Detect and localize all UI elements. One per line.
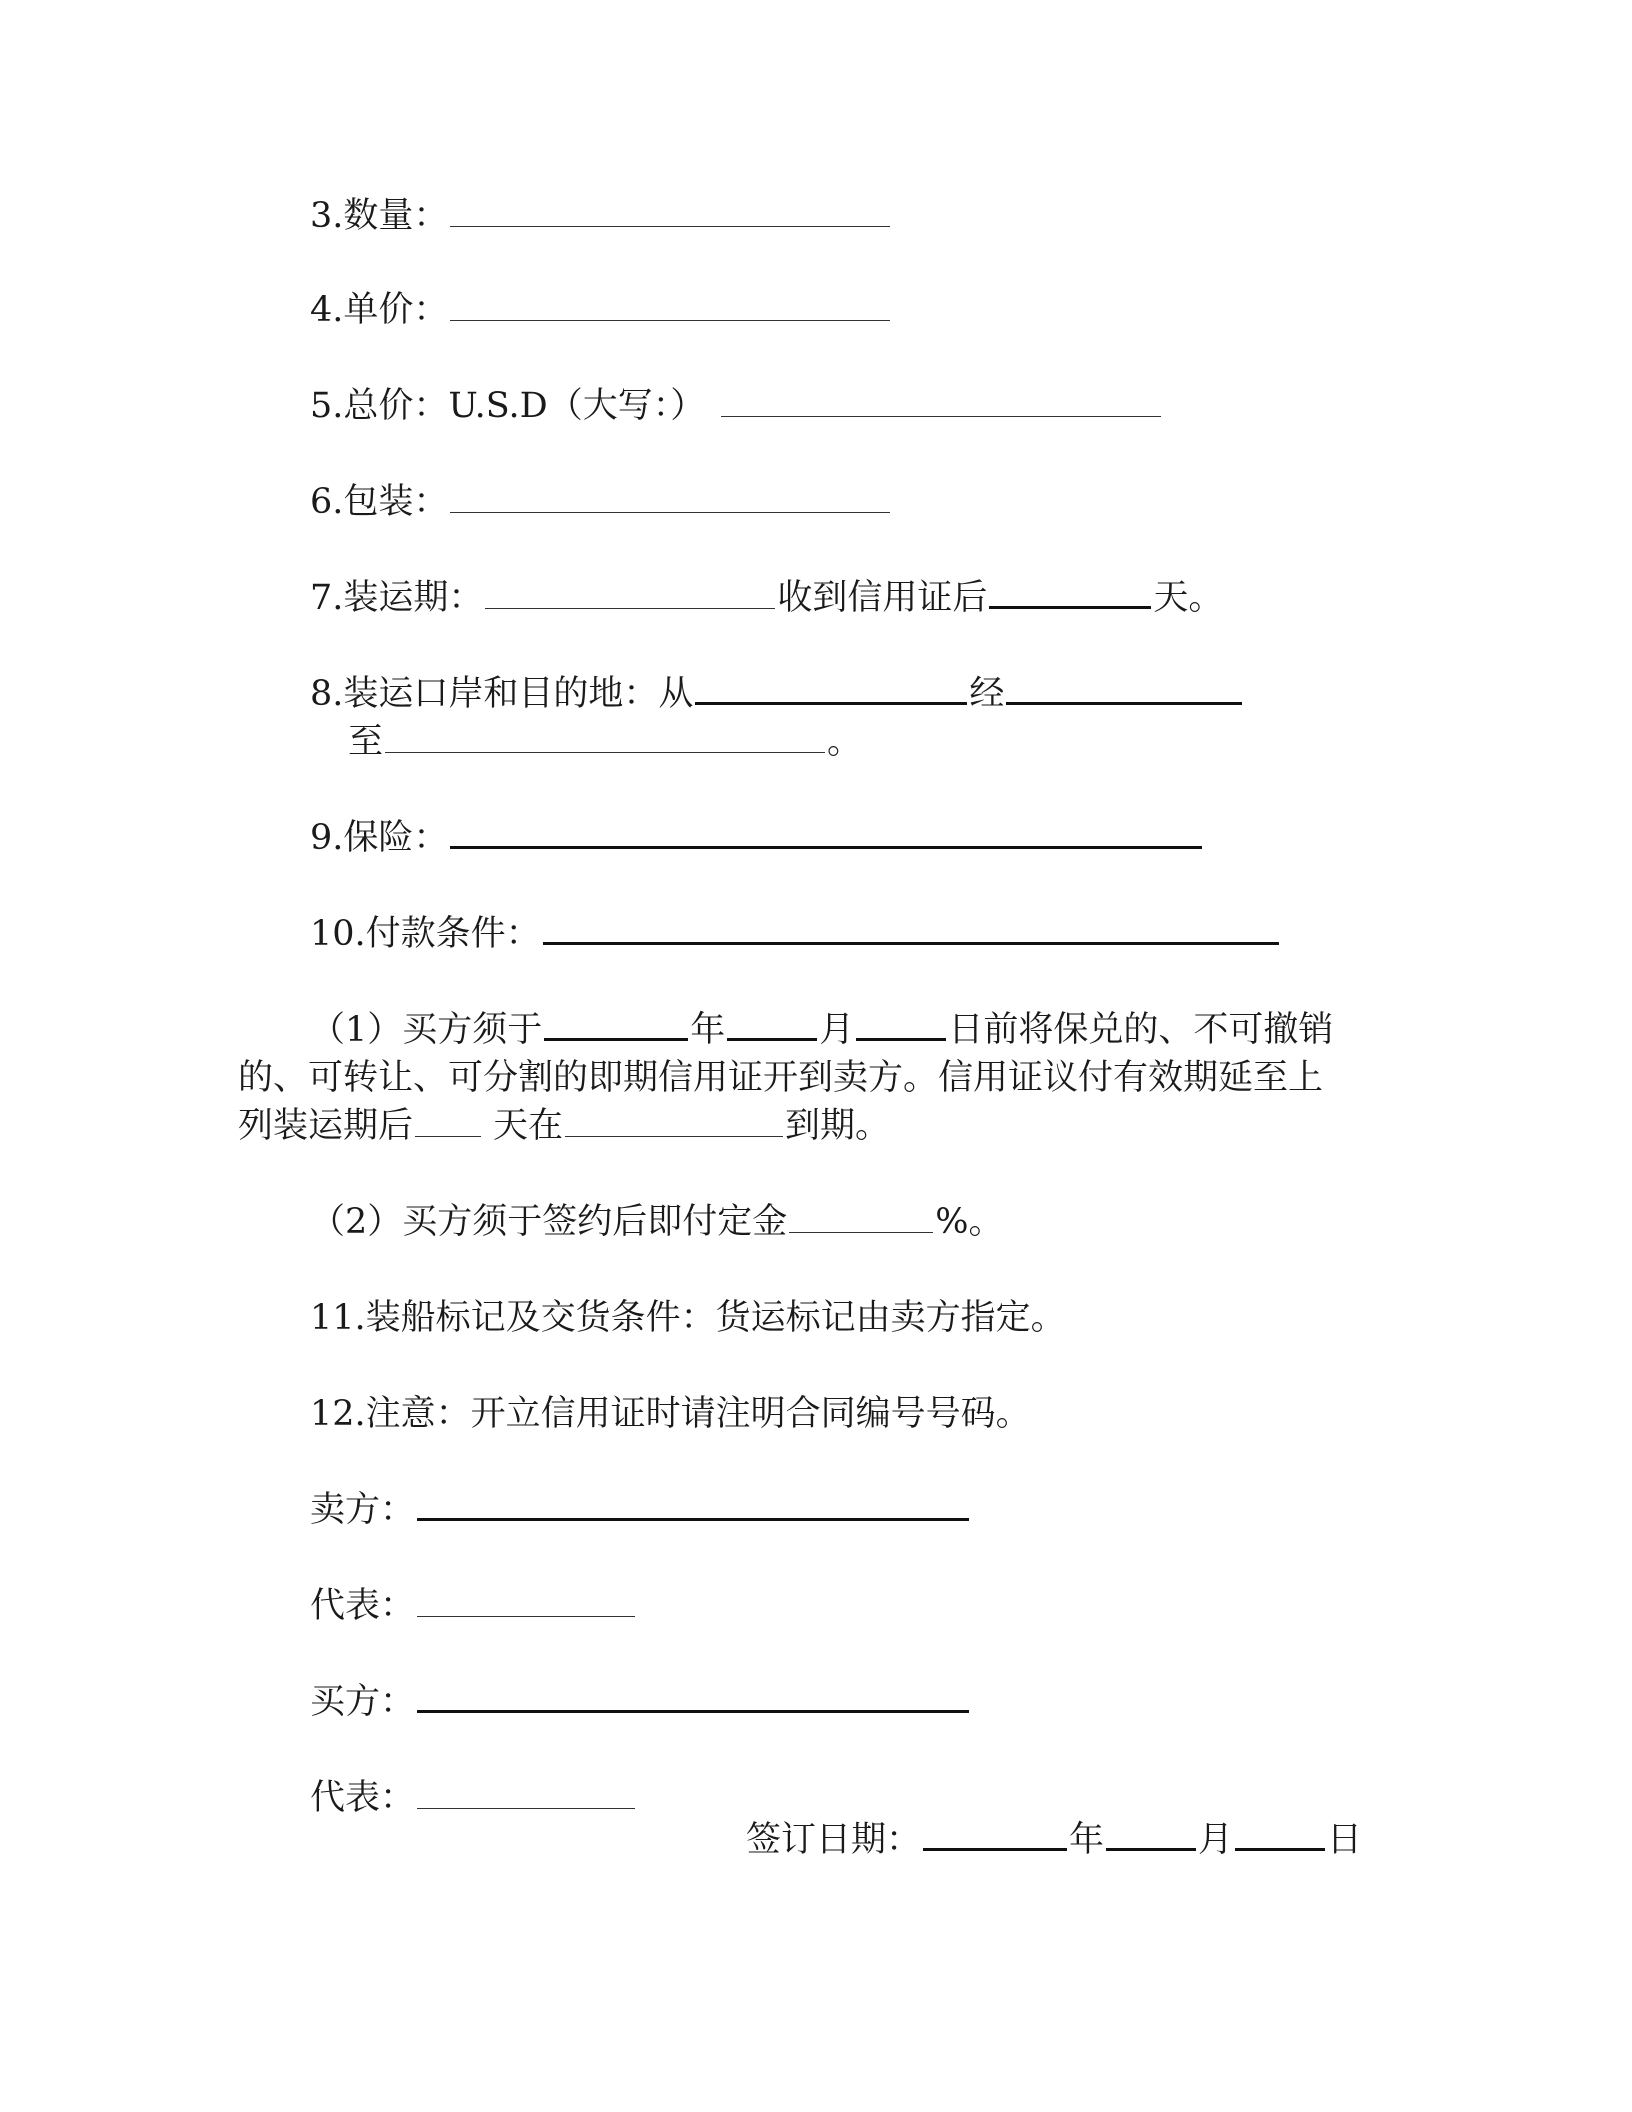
- port-via-label: 经: [969, 674, 1005, 714]
- payment-blank[interactable]: [543, 941, 1279, 945]
- sign-month-blank[interactable]: [1106, 1847, 1196, 1851]
- sign-day-blank[interactable]: [1235, 1847, 1325, 1851]
- item-note: [310, 1390, 1031, 1438]
- clause1-day-text: 日前将保兑的、不可撤销: [948, 1010, 1334, 1050]
- shipment-days-label: 收到信用证后: [777, 578, 988, 618]
- sign-day: 日: [1327, 1820, 1363, 1860]
- seller-blank[interactable]: [417, 1517, 969, 1521]
- port-to-blank[interactable]: [385, 751, 825, 753]
- item12-text: 12.注意：开立信用证时请注明合同编号号码。: [310, 1394, 1031, 1434]
- sign-year: 年: [1069, 1820, 1105, 1860]
- clause1-year: 年: [690, 1010, 726, 1050]
- payment-label: 10.付款条件：: [310, 914, 541, 954]
- item-packing: [310, 478, 892, 526]
- item-marks: [310, 1294, 1066, 1342]
- sign-year-blank[interactable]: [923, 1847, 1067, 1851]
- clause1-days-blank[interactable]: [415, 1135, 481, 1137]
- clause1-place-blank[interactable]: [565, 1135, 783, 1137]
- sign-month: 月: [1198, 1820, 1234, 1860]
- buyer-label: 买方：: [310, 1682, 416, 1722]
- buyer-rep-blank[interactable]: [417, 1807, 635, 1809]
- packing-blank[interactable]: [450, 511, 890, 513]
- quantity-label: 3.数量：: [310, 196, 449, 236]
- item-quantity: [310, 192, 892, 240]
- seller-label: 卖方：: [310, 1490, 416, 1530]
- clause1-line3-a: 列装运期后: [238, 1106, 414, 1146]
- seller-rep-label: 代表：: [310, 1586, 416, 1626]
- port-from-blank[interactable]: [695, 701, 967, 705]
- clause1-year-blank[interactable]: [544, 1037, 688, 1041]
- port-via-blank[interactable]: [1006, 701, 1242, 705]
- item-unit-price: [310, 286, 892, 334]
- shipment-days-unit: 天。: [1153, 578, 1224, 618]
- clause1-line1: [310, 1006, 1333, 1054]
- clause1-month-blank[interactable]: [727, 1037, 817, 1041]
- clause2-prefix: （2）买方须于签约后即付定金: [310, 1202, 788, 1242]
- sign-date-label: 签订日期：: [746, 1820, 922, 1860]
- seller-rep: [310, 1582, 637, 1630]
- unit-price-blank[interactable]: [450, 319, 890, 321]
- item11-text: 11.装船标记及交货条件：货运标记由卖方指定。: [310, 1298, 1066, 1338]
- item-port-destination: [348, 718, 862, 766]
- buyer-rep-label: 代表：: [310, 1778, 416, 1818]
- total-price-blank[interactable]: [721, 415, 1161, 417]
- item-payment: [310, 910, 1281, 958]
- port-to-label: 至: [348, 722, 384, 762]
- unit-price-label: 4.单价：: [310, 290, 449, 330]
- clause1-line3: [238, 1102, 890, 1150]
- port-label: 8.装运口岸和目的地：从: [310, 674, 694, 714]
- clause1-month: 月: [819, 1010, 855, 1050]
- insurance-blank[interactable]: [450, 845, 1202, 849]
- seller-signature: [310, 1486, 971, 1534]
- shipment-days-blank[interactable]: [989, 605, 1151, 609]
- total-price-label: 5.总价：U.S.D（大写：）: [310, 386, 706, 426]
- clause1-line3-c: 到期。: [785, 1106, 891, 1146]
- item-insurance: [310, 814, 1204, 862]
- port-end: 。: [827, 722, 863, 762]
- seller-rep-blank[interactable]: [417, 1615, 635, 1617]
- buyer-rep: [310, 1774, 637, 1822]
- clause1-line3-b: 天在: [493, 1106, 564, 1146]
- quantity-blank[interactable]: [450, 225, 890, 227]
- insurance-label: 9.保险：: [310, 818, 449, 858]
- item-shipment-period: [310, 574, 1223, 622]
- item-port: [310, 670, 1244, 718]
- deposit-blank[interactable]: [789, 1231, 933, 1233]
- item-total-price: [310, 382, 1163, 430]
- clause1-line2: [238, 1054, 1323, 1102]
- sign-date: [746, 1816, 1362, 1864]
- clause2-suffix: %。: [935, 1202, 1004, 1242]
- buyer-signature: [310, 1678, 971, 1726]
- shipment-period-label: 7.装运期：: [310, 578, 484, 618]
- clause1-day-blank[interactable]: [856, 1037, 946, 1041]
- clause1-prefix: （1）买方须于: [310, 1010, 543, 1050]
- packing-label: 6.包装：: [310, 482, 449, 522]
- shipment-period-blank[interactable]: [485, 607, 775, 609]
- clause1-line2-text: 的、可转让、可分割的即期信用证开到卖方。信用证议付有效期延至上: [238, 1058, 1324, 1098]
- clause2: [310, 1198, 1004, 1246]
- buyer-blank[interactable]: [417, 1709, 969, 1713]
